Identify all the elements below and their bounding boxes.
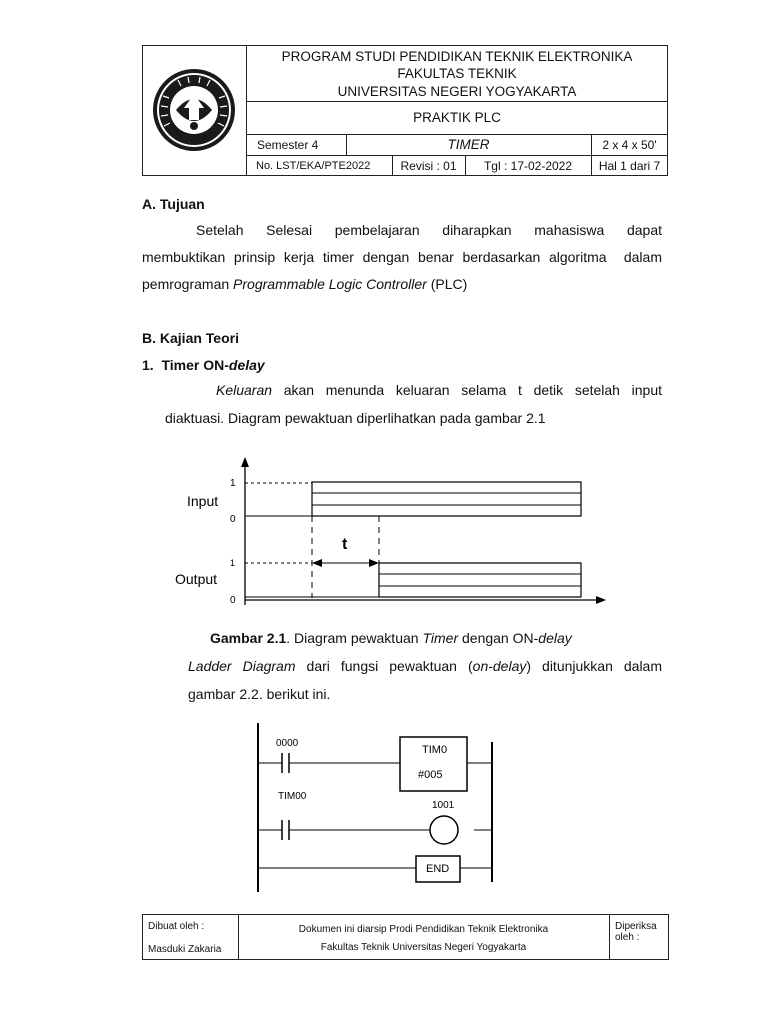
date-label: Tgl : 17-02-2022 [483, 159, 573, 173]
made-by-name: Masduki Zakaria [148, 944, 222, 955]
made-by-label: Dibuat oleh : [148, 921, 205, 932]
subject-title: PRAKTIK PLC [413, 110, 501, 125]
subsection-timer-on-delay: 1. Timer ON-delay [142, 357, 265, 373]
input-tick-low: 0 [230, 514, 236, 525]
end-instruction-label: END [426, 863, 450, 875]
topic-label: TIMER [447, 137, 490, 152]
semester-label: Semester 4 [257, 138, 319, 152]
ladder-diagram [250, 720, 500, 895]
timer-setpoint-label: #005 [418, 769, 443, 781]
coil-1001-label: 1001 [432, 800, 455, 811]
contact-0000-label: 0000 [276, 738, 299, 749]
university-title: UNIVERSITAS NEGERI YOGYAKARTA [337, 84, 577, 99]
page-number: Hal 1 dari 7 [598, 159, 661, 173]
section-a-title: A. Tujuan [142, 196, 205, 212]
archive-note-line2: Fakultas Teknik Universitas Negeri Yogyakarta [320, 942, 527, 953]
delay-label: t [342, 536, 348, 553]
contact-tim00-label: TIM00 [278, 791, 307, 802]
university-seal-icon [143, 46, 246, 175]
program-title: PROGRAM STUDI PENDIDIKAN TEKNIK ELEKTRONIKA [281, 49, 633, 64]
ladder-intro-line2: gambar 2.2. berikut ini. [188, 686, 331, 702]
paragraph-b1-line1: Keluaran akan menunda keluaran selama t detik setelah input [216, 382, 662, 398]
output-tick-low: 0 [230, 595, 236, 606]
document-footer [142, 914, 669, 960]
output-tick-high: 1 [230, 558, 236, 568]
logo-cell [143, 46, 247, 175]
archive-note-line1: Dokumen ini diarsip Prodi Pendidikan Teknik Elektronika [298, 924, 549, 935]
ladder-intro-line1: Ladder Diagram dari fungsi pewaktuan (on-delay) ditunjukkan dalam [188, 658, 663, 674]
faculty-title: FAKULTAS TEKNIK [397, 66, 517, 81]
paragraph-b1-line2: diaktuasi. Diagram pewaktuan diperlihatkan pada gambar 2.1 [165, 410, 546, 426]
input-tick-high: 1 [230, 478, 236, 489]
revision-label: Revisi : 01 [400, 159, 457, 173]
input-label: Input [187, 493, 219, 509]
duration-label: 2 x 4 x 50' [602, 138, 657, 152]
timing-diagram [170, 455, 610, 615]
timer-name-label: TIM0 [422, 744, 448, 756]
output-label: Output [175, 571, 218, 587]
section-a-line3: pemrograman Programmable Logic Controller (PLC) [142, 276, 468, 292]
section-a-line1: Setelah Selesai pembelajaran diharapkan mahasiswa dapat [196, 222, 662, 238]
figure-caption: Gambar 2.1. Diagram pewaktuan Timer dengan ON-delay [210, 630, 572, 646]
section-b-title: B. Kajian Teori [142, 330, 239, 346]
checked-by-label: Diperiksa oleh : [615, 921, 657, 943]
document-number: No. LST/EKA/PTE2022 [256, 160, 371, 172]
section-a-line2: membuktikan prinsip kerja timer dengan benar berdasarkan algoritma dalam [142, 249, 662, 265]
document-header-table [142, 45, 668, 176]
